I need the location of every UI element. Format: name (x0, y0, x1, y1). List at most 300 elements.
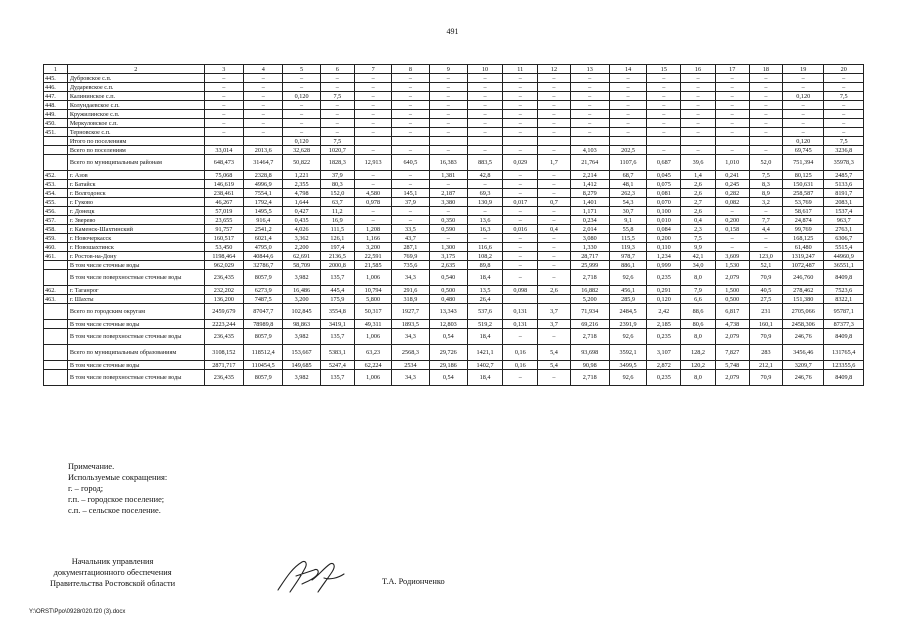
row-name-cell: Всего по поселениям (67, 146, 204, 155)
value-cell: 16,3 (467, 225, 502, 234)
value-cell: – (283, 119, 320, 128)
value-cell: – (204, 92, 243, 101)
value-cell: 12,913 (354, 155, 391, 171)
row-name-cell: г. Азов (67, 171, 204, 180)
value-cell: 197,4 (320, 243, 354, 252)
value-cell: 53,769 (783, 198, 824, 207)
value-cell: 2,6 (681, 189, 715, 198)
value-cell: – (681, 92, 715, 101)
value-cell: – (715, 234, 749, 243)
table-row (44, 304, 864, 320)
value-cell: – (392, 83, 429, 92)
row-number-cell: 456. (44, 207, 68, 216)
value-cell: 34,3 (392, 370, 429, 386)
value-cell (538, 137, 570, 146)
value-cell: 0,435 (283, 216, 320, 225)
value-cell: – (467, 234, 502, 243)
value-cell: 146,619 (204, 180, 243, 189)
value-cell: 0,16 (503, 361, 538, 370)
value-cell: 2,635 (429, 261, 467, 270)
value-cell: 236,435 (204, 329, 243, 345)
value-cell: 92,6 (609, 329, 646, 345)
value-cell: – (503, 92, 538, 101)
value-cell: 519,2 (467, 320, 502, 329)
value-cell: – (609, 119, 646, 128)
value-cell: 5247,4 (320, 361, 354, 370)
value-cell: 27,5 (749, 295, 782, 304)
value-cell: – (392, 180, 429, 189)
value-cell: 236,435 (204, 270, 243, 286)
value-cell: – (783, 128, 824, 137)
value-cell: 3,982 (283, 270, 320, 286)
value-cell: 8057,9 (244, 270, 283, 286)
value-cell: 33,5 (392, 225, 429, 234)
value-cell: 0,235 (647, 329, 681, 345)
row-number-cell: 447. (44, 92, 68, 101)
value-cell: – (244, 101, 283, 110)
value-cell: – (538, 261, 570, 270)
table-header-row (44, 65, 864, 74)
table-row (44, 119, 864, 128)
value-cell: 8409,8 (824, 270, 864, 286)
value-cell: – (467, 74, 502, 83)
value-cell: 0,350 (429, 216, 467, 225)
value-cell: – (320, 74, 354, 83)
value-cell: 70,9 (749, 270, 782, 286)
row-number-cell: 455. (44, 198, 68, 207)
value-cell: 916,4 (244, 216, 283, 225)
value-cell: 3,982 (283, 370, 320, 386)
value-cell: 212,1 (749, 361, 782, 370)
value-cell: – (570, 110, 609, 119)
value-cell: 0,131 (503, 304, 538, 320)
value-cell: – (467, 110, 502, 119)
value-cell (204, 137, 243, 146)
value-cell: 168,125 (783, 234, 824, 243)
value-cell: 1,500 (715, 286, 749, 295)
value-cell: 0,16 (503, 345, 538, 361)
header-cell: 12 (538, 65, 570, 74)
row-name-cell: Меркуловское с.п. (67, 119, 204, 128)
value-cell: – (681, 74, 715, 83)
value-cell: – (538, 101, 570, 110)
value-cell: 0,131 (503, 320, 538, 329)
value-cell: 0,075 (647, 180, 681, 189)
value-cell: 32,628 (283, 146, 320, 155)
value-cell: 36551,1 (824, 261, 864, 270)
handwritten-signature (272, 556, 348, 598)
value-cell: – (715, 128, 749, 137)
row-name-cell: Всего по муниципальным образованиям (67, 345, 204, 361)
signatory-position (50, 556, 175, 589)
value-cell: 3,2 (749, 198, 782, 207)
value-cell: 7487,5 (244, 295, 283, 304)
value-cell: 283 (749, 345, 782, 361)
value-cell: 57,019 (204, 207, 243, 216)
value-cell: 98,863 (283, 320, 320, 329)
row-number-cell (44, 261, 68, 270)
value-cell: – (647, 146, 681, 155)
row-name-cell: г. Ростов-на-Дону (67, 252, 204, 261)
position-line: документационного обеспечения (53, 568, 172, 577)
value-cell: 70,9 (749, 370, 782, 386)
table-row (44, 361, 864, 370)
value-cell: 1,644 (283, 198, 320, 207)
value-cell: – (204, 83, 243, 92)
row-name-cell: г. Шахты (67, 295, 204, 304)
row-number-cell: 445. (44, 74, 68, 83)
value-cell: 3,107 (647, 345, 681, 361)
value-cell: – (749, 101, 782, 110)
value-cell: – (570, 101, 609, 110)
value-cell: 7523,6 (824, 286, 864, 295)
notes-line: с.п. – сельское поселение. (68, 506, 161, 515)
row-number-cell (44, 155, 68, 171)
row-name-cell: г. Волгодонск (67, 189, 204, 198)
value-cell: 5,200 (570, 295, 609, 304)
value-cell: 4996,9 (244, 180, 283, 189)
table-row (44, 137, 864, 146)
table-row (44, 252, 864, 261)
value-cell: 246,76 (783, 329, 824, 345)
value-cell: 29,726 (429, 345, 467, 361)
value-cell: 2484,5 (609, 304, 646, 320)
table-row (44, 92, 864, 101)
value-cell: – (681, 110, 715, 119)
value-cell: – (429, 128, 467, 137)
value-cell: – (503, 83, 538, 92)
value-cell: – (503, 110, 538, 119)
value-cell: – (392, 216, 429, 225)
header-cell: 9 (429, 65, 467, 74)
value-cell (503, 295, 538, 304)
header-cell: 7 (354, 65, 391, 74)
value-cell: 8409,8 (824, 329, 864, 345)
value-cell: – (538, 180, 570, 189)
value-cell: 31464,7 (244, 155, 283, 171)
value-cell: 34,3 (392, 329, 429, 345)
value-cell: 1828,3 (320, 155, 354, 171)
value-cell: – (647, 101, 681, 110)
value-cell: 0,54 (429, 370, 467, 386)
value-cell: 1,166 (354, 234, 391, 243)
value-cell (244, 137, 283, 146)
row-number-cell (44, 361, 68, 370)
value-cell: 0,480 (429, 295, 467, 304)
value-cell: 0,590 (429, 225, 467, 234)
value-cell: 40,5 (749, 286, 782, 295)
value-cell: – (503, 216, 538, 225)
value-cell: 80,6 (681, 320, 715, 329)
header-cell: 19 (783, 65, 824, 74)
value-cell: 1,234 (647, 252, 681, 261)
value-cell: 4,580 (354, 189, 391, 198)
row-number-cell: 452. (44, 171, 68, 180)
value-cell: – (503, 171, 538, 180)
value-cell: – (503, 270, 538, 286)
value-cell: – (647, 128, 681, 137)
value-cell: 2568,3 (392, 345, 429, 361)
value-cell: 8,279 (570, 189, 609, 198)
value-cell: 7,5 (824, 92, 864, 101)
value-cell: 7554,1 (244, 189, 283, 198)
row-number-cell: 454. (44, 189, 68, 198)
value-cell: 26,4 (467, 295, 502, 304)
value-cell: 0,070 (647, 198, 681, 207)
value-cell: 0,282 (715, 189, 749, 198)
header-cell: 11 (503, 65, 538, 74)
table-row (44, 243, 864, 252)
header-cell: 2 (67, 65, 204, 74)
table-row (44, 198, 864, 207)
value-cell: 49,311 (354, 320, 391, 329)
value-cell: – (715, 119, 749, 128)
value-cell: 0,540 (429, 270, 467, 286)
value-cell: – (783, 119, 824, 128)
value-cell: – (715, 110, 749, 119)
value-cell: 21,585 (354, 261, 391, 270)
value-cell: 0,120 (783, 137, 824, 146)
value-cell: – (503, 101, 538, 110)
value-cell: 2,718 (570, 329, 609, 345)
value-cell: 1927,7 (392, 304, 429, 320)
value-cell: – (320, 101, 354, 110)
value-cell: – (283, 83, 320, 92)
value-cell: 160,517 (204, 234, 243, 243)
value-cell: – (749, 207, 782, 216)
value-cell: 18,4 (467, 270, 502, 286)
value-cell: – (467, 101, 502, 110)
value-cell: 3,7 (538, 320, 570, 329)
value-cell: – (354, 180, 391, 189)
emissions-table (43, 64, 864, 386)
value-cell: 2,014 (570, 225, 609, 234)
table-row (44, 101, 864, 110)
row-name-cell: Кружилинское с.п. (67, 110, 204, 119)
table-row (44, 295, 864, 304)
value-cell: 232,202 (204, 286, 243, 295)
value-cell: 75,068 (204, 171, 243, 180)
value-cell: 135,7 (320, 329, 354, 345)
value-cell: 69,3 (467, 189, 502, 198)
value-cell: 456,1 (609, 286, 646, 295)
value-cell (392, 137, 429, 146)
value-cell: – (647, 110, 681, 119)
value-cell: 5,4 (538, 361, 570, 370)
value-cell: 130,9 (467, 198, 502, 207)
table-row (44, 270, 864, 286)
value-cell: – (467, 119, 502, 128)
header-cell: 6 (320, 65, 354, 74)
value-cell: 18,4 (467, 329, 502, 345)
value-cell: – (681, 83, 715, 92)
row-number-cell: 446. (44, 83, 68, 92)
value-cell: 2,872 (647, 361, 681, 370)
value-cell: – (647, 119, 681, 128)
value-cell: 3108,152 (204, 345, 243, 361)
value-cell: – (609, 83, 646, 92)
value-cell: – (503, 252, 538, 261)
value-cell: 318,9 (392, 295, 429, 304)
value-cell: 2,6 (681, 207, 715, 216)
value-cell: – (749, 74, 782, 83)
value-cell: 7,7 (749, 216, 782, 225)
value-cell: – (204, 74, 243, 83)
value-cell: – (538, 370, 570, 386)
value-cell: – (467, 180, 502, 189)
value-cell: – (354, 128, 391, 137)
value-cell: – (749, 83, 782, 92)
value-cell: 648,473 (204, 155, 243, 171)
row-name-cell: В том числе сточные воды (67, 361, 204, 370)
value-cell: 7,5 (320, 137, 354, 146)
table-row (44, 261, 864, 270)
value-cell: – (429, 74, 467, 83)
value-cell: 1072,487 (783, 261, 824, 270)
value-cell: – (824, 74, 864, 83)
value-cell: 287,1 (392, 243, 429, 252)
value-cell: – (749, 110, 782, 119)
value-cell: – (503, 189, 538, 198)
value-cell: 118512,4 (244, 345, 283, 361)
row-number-cell: 448. (44, 101, 68, 110)
row-name-cell: г. Донецк (67, 207, 204, 216)
row-number-cell: 461. (44, 252, 68, 261)
value-cell: 90,98 (570, 361, 609, 370)
row-number-cell (44, 345, 68, 361)
value-cell: 1,006 (354, 370, 391, 386)
value-cell: 40844,6 (244, 252, 283, 261)
table-row (44, 189, 864, 198)
value-cell (354, 137, 391, 146)
value-cell: 0,017 (503, 198, 538, 207)
value-cell: 95787,1 (824, 304, 864, 320)
header-cell: 4 (244, 65, 283, 74)
value-cell: 80,125 (783, 171, 824, 180)
value-cell: – (503, 261, 538, 270)
value-cell: 3236,8 (824, 146, 864, 155)
value-cell: 3,175 (429, 252, 467, 261)
value-cell: 0,200 (715, 216, 749, 225)
value-cell: – (244, 128, 283, 137)
value-cell: 0,098 (503, 286, 538, 295)
value-cell: 50,317 (354, 304, 391, 320)
value-cell: 116,6 (467, 243, 502, 252)
value-cell: 128,2 (681, 345, 715, 361)
value-cell: 115,5 (609, 234, 646, 243)
header-cell: 17 (715, 65, 749, 74)
value-cell: – (429, 146, 467, 155)
value-cell: – (467, 83, 502, 92)
value-cell: – (244, 74, 283, 83)
value-cell: 1,006 (354, 270, 391, 286)
value-cell: 246,76 (783, 370, 824, 386)
row-number-cell (44, 146, 68, 155)
value-cell: – (354, 207, 391, 216)
value-cell: – (283, 110, 320, 119)
signer-name: Т.А. Родионченко (382, 577, 445, 586)
value-cell: – (715, 243, 749, 252)
value-cell: – (749, 128, 782, 137)
value-cell: 0,500 (715, 295, 749, 304)
table-row (44, 225, 864, 234)
value-cell: 89,8 (467, 261, 502, 270)
value-cell: 23,655 (204, 216, 243, 225)
value-cell: – (354, 171, 391, 180)
value-cell: – (538, 329, 570, 345)
value-cell: 88,6 (681, 304, 715, 320)
value-cell: – (783, 110, 824, 119)
value-cell: 0,7 (538, 198, 570, 207)
value-cell: – (244, 110, 283, 119)
value-cell: 238,461 (204, 189, 243, 198)
value-cell: – (354, 146, 391, 155)
value-cell: – (392, 110, 429, 119)
row-number-cell: 449. (44, 110, 68, 119)
value-cell: 7,5 (681, 234, 715, 243)
value-cell: – (570, 119, 609, 128)
value-cell: – (503, 329, 538, 345)
table-row (44, 216, 864, 225)
value-cell: 13,343 (429, 304, 467, 320)
value-cell (715, 137, 749, 146)
value-cell: 0,291 (647, 286, 681, 295)
value-cell: 70,9 (749, 329, 782, 345)
value-cell: – (503, 243, 538, 252)
value-cell: – (538, 110, 570, 119)
value-cell: – (320, 110, 354, 119)
value-cell: – (538, 74, 570, 83)
table-row (44, 180, 864, 189)
value-cell: 0,120 (283, 92, 320, 101)
value-cell: 0,235 (647, 370, 681, 386)
value-cell: – (681, 128, 715, 137)
position-line: Начальник управления (71, 557, 154, 566)
value-cell: 8,3 (749, 180, 782, 189)
value-cell: 1,381 (429, 171, 467, 180)
value-cell: 2,6 (681, 180, 715, 189)
value-cell: 1,7 (538, 155, 570, 171)
value-cell: 92,6 (609, 370, 646, 386)
value-cell: 3,609 (715, 252, 749, 261)
file-path: Y:\ORST\Ppo\0928r020.f20 (3).docx (29, 609, 126, 615)
row-name-cell: В том числе поверхностные сточные воды (67, 370, 204, 386)
row-number-cell: 450. (44, 119, 68, 128)
value-cell: 278,462 (783, 286, 824, 295)
value-cell: – (609, 110, 646, 119)
page-number: 491 (446, 27, 459, 36)
value-cell: 99,769 (783, 225, 824, 234)
value-cell: 0,120 (283, 137, 320, 146)
value-cell: 0,978 (354, 198, 391, 207)
value-cell: 16,9 (320, 216, 354, 225)
value-cell: 136,200 (204, 295, 243, 304)
value-cell: 2,079 (715, 270, 749, 286)
value-cell: 285,9 (609, 295, 646, 304)
value-cell: 1020,7 (320, 146, 354, 155)
value-cell (609, 137, 646, 146)
value-cell: 16,486 (283, 286, 320, 295)
value-cell: 5383,1 (320, 345, 354, 361)
row-number-cell: 457. (44, 216, 68, 225)
value-cell: 32786,7 (244, 261, 283, 270)
value-cell: 640,5 (392, 155, 429, 171)
table-row (44, 128, 864, 137)
value-cell: 1402,7 (467, 361, 502, 370)
value-cell: – (354, 119, 391, 128)
value-cell: 93,698 (570, 345, 609, 361)
value-cell: 53,450 (204, 243, 243, 252)
